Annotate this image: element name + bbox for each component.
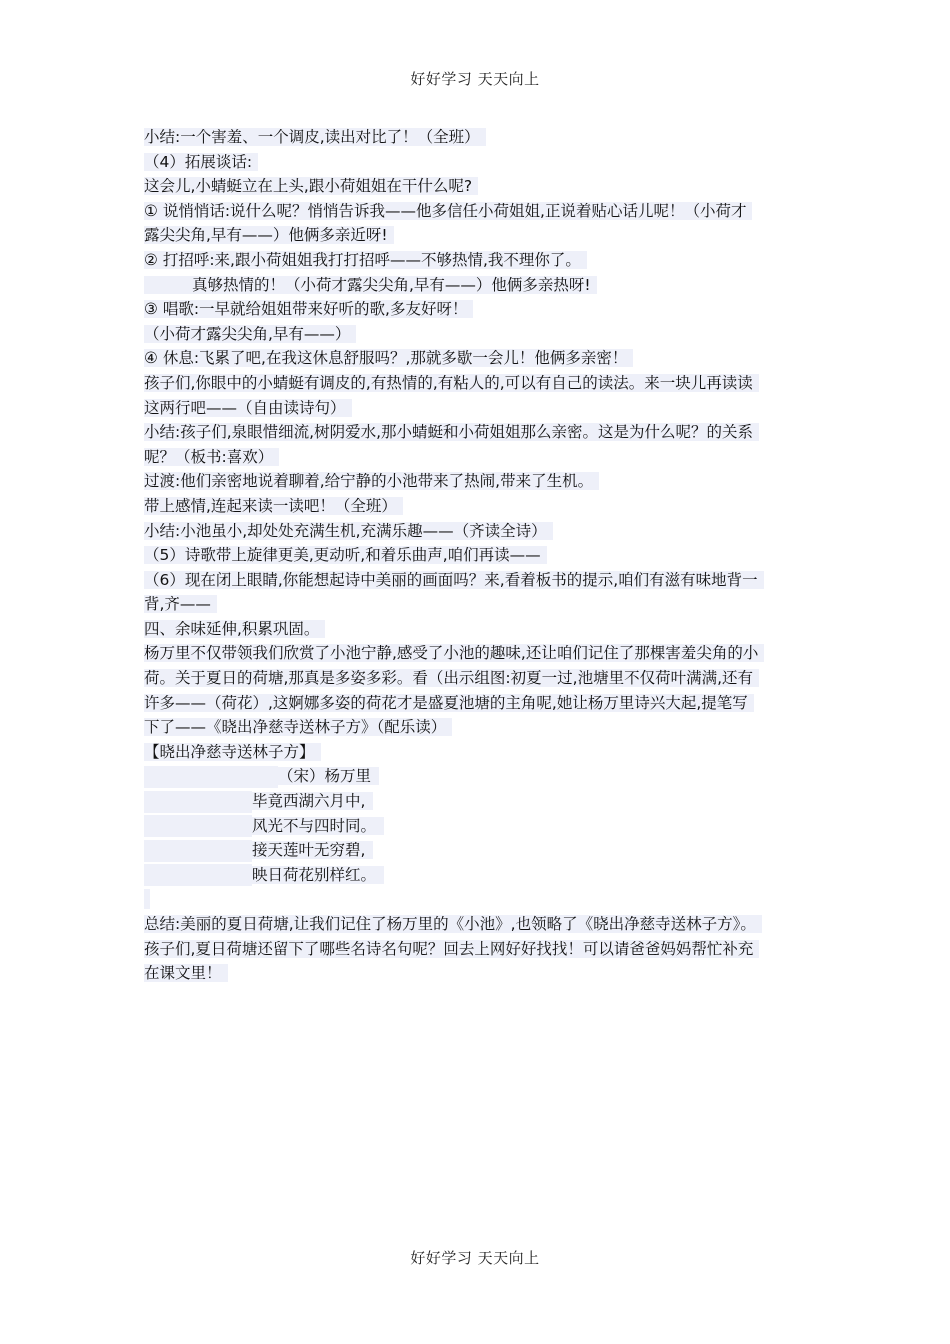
text-line: 呢？（板书:喜欢）	[144, 445, 824, 470]
text-line: （4）拓展谈话:	[144, 150, 824, 175]
text-line: 孩子们,你眼中的小蜻蜓有调皮的,有热情的,有粘人的,可以有自己的读法。来一块儿再读读	[144, 371, 824, 396]
poem-author: （宋）杨万里	[144, 764, 824, 789]
text-line: 小结:小池虽小,却处处充满生机,充满乐趣——（齐读全诗）	[144, 519, 824, 544]
lesson-text	[144, 125, 824, 986]
text-line: ④ 休息:飞累了吧,在我这休息舒服吗？,那就多歇一会儿！他俩多亲密！	[144, 346, 824, 371]
blank-line	[144, 887, 824, 912]
closing-line: 总结:美丽的夏日荷塘,让我们记住了杨万里的《小池》,也领略了《晓出净慈寺送林子方》。	[144, 912, 824, 937]
text-line: 许多——（荷花）,这婀娜多姿的荷花才是盛夏池塘的主角呢,她让杨万里诗兴大起,提笔写	[144, 691, 824, 716]
text-line: 这会儿,小蜻蜓立在上头,跟小荷姐姐在干什么呢?	[144, 174, 824, 199]
text-line: （5）诗歌带上旋律更美,更动听,和着乐曲声,咱们再读——	[144, 543, 824, 568]
text-line: 背,齐——	[144, 592, 824, 617]
poem-verse: 毕竟西湖六月中,	[144, 789, 824, 814]
poem-verse: 风光不与四时同。	[144, 814, 824, 839]
text-line: 过渡:他们亲密地说着聊着,给宁静的小池带来了热闹,带来了生机。	[144, 469, 824, 494]
page-header: 好好学习 天天向上	[410, 70, 540, 88]
closing-line: 在课文里！	[144, 961, 824, 986]
text-line: （小荷才露尖尖角,早有——）	[144, 322, 824, 347]
text-line: 小结:孩子们,泉眼惜细流,树阴爱水,那小蜻蜓和小荷姐姐那么亲密。这是为什么呢？的关系	[144, 420, 824, 445]
poem-verse: 映日荷花别样红。	[144, 863, 824, 888]
text-line: 杨万里不仅带领我们欣赏了小池宁静,感受了小池的趣味,还让咱们记住了那棵害羞尖角的小	[144, 641, 824, 666]
closing-line: 孩子们,夏日荷塘还留下了哪些名诗名句呢？回去上网好好找找！可以请爸爸妈妈帮忙补充	[144, 937, 824, 962]
text-line: 带上感情,连起来读一读吧！（全班）	[144, 494, 824, 519]
text-line: 下了——《晓出净慈寺送林子方》（配乐读）	[144, 715, 824, 740]
section-heading: 四、余味延伸,积累巩固。	[144, 617, 824, 642]
text-line: 真够热情的！（小荷才露尖尖角,早有——）他俩多亲热呀!	[144, 273, 824, 298]
poem-title: 【晓出净慈寺送林子方】	[144, 740, 824, 765]
text-line: （6）现在闭上眼睛,你能想起诗中美丽的画面吗？来,看着板书的提示,咱们有滋有味地背一	[144, 568, 824, 593]
text-line: 荷。关于夏日的荷塘,那真是多姿多彩。看（出示组图:初夏一过,池塘里不仅荷叶满满,还有	[144, 666, 824, 691]
text-line: ③ 唱歌:一早就给姐姐带来好听的歌,多友好呀！	[144, 297, 824, 322]
poem-verse: 接天莲叶无穷碧,	[144, 838, 824, 863]
text-line: 小结:一个害羞、一个调皮,读出对比了！（全班）	[144, 125, 824, 150]
page-footer: 好好学习 天天向上	[410, 1249, 540, 1267]
text-line: 露尖尖角,早有——）他俩多亲近呀!	[144, 223, 824, 248]
text-line: ② 打招呼:来,跟小荷姐姐我打打招呼——不够热情,我不理你了。	[144, 248, 824, 273]
text-line: ① 说悄悄话:说什么呢？悄悄告诉我——他多信任小荷姐姐,正说着贴心话儿呢！（小荷才	[144, 199, 824, 224]
text-line: 这两行吧——（自由读诗句）	[144, 396, 824, 421]
